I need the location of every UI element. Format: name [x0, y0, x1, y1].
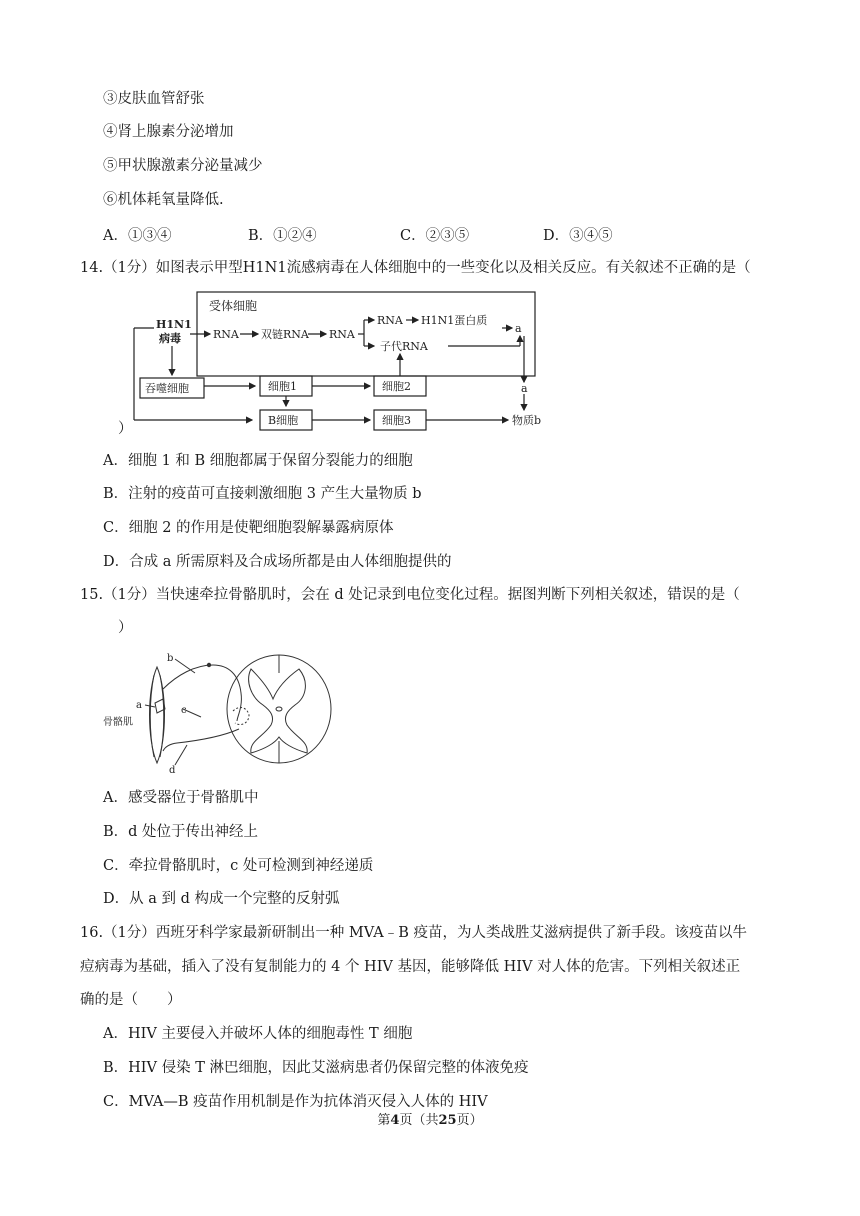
q14-stem-end: ） [118, 421, 133, 437]
footer-total-pages: 25 [438, 1113, 457, 1128]
label-rna-1: RNA [213, 328, 239, 341]
label-c: c [181, 705, 187, 716]
q13-item-6: ⑥机体耗氧量降低. [103, 192, 224, 208]
footer-page-number: 4 [390, 1113, 400, 1128]
label-protein: H1N1蛋白质 [421, 314, 488, 327]
q14-option-c: C．细胞 2 的作用是使靶细胞裂解暴露病原体 [103, 520, 394, 536]
label-progeny-rna: 子代RNA [380, 340, 428, 353]
label-rna-3: RNA [377, 314, 403, 327]
label-cell-2: 细胞2 [382, 380, 411, 393]
footer-suffix: 页） [456, 1113, 483, 1128]
q13-option-b: B．①②④ [248, 228, 317, 244]
q15-option-c: C．牵拉骨骼肌时，c 处可检测到神经递质 [103, 858, 374, 874]
q15-stem-end: ） [118, 620, 133, 636]
q13-option-c: C．②③⑤ [400, 228, 470, 244]
label-a-bottom: a [521, 382, 528, 395]
q15-stem: 15.（1分）当快速牵拉骨骼肌时，会在 d 处记录到电位变化过程。据图判断下列相关叙述，错误的是（ [80, 587, 740, 603]
label-b-cell: B细胞 [268, 414, 299, 427]
q14-option-d: D．合成 a 所需原料及合成场所都是由人体细胞提供的 [103, 554, 452, 570]
label-rna-2: RNA [329, 328, 355, 341]
label-dsrna: 双链RNA [261, 328, 309, 341]
label-d: d [169, 765, 176, 776]
label-virus-line2: 病毒 [159, 332, 181, 345]
q15-option-a: A．感受器位于骨骼肌中 [103, 790, 259, 806]
q15-reflex-diagram [103, 645, 335, 780]
q13-item-4: ④肾上腺素分泌增加 [103, 124, 234, 140]
q16-stem-line-1: 16.（1分）西班牙科学家最新研制出一种 MVA﹣B 疫苗，为人类战胜艾滋病提供了新手段。该疫苗以牛 [80, 925, 747, 941]
label-a: a [136, 700, 142, 711]
label-skeletal-muscle: 骨骼肌 [103, 717, 133, 728]
label-substance-b: 物质b [512, 414, 542, 427]
q16-option-a: A．HIV 主要侵入并破坏人体的细胞毒性 T 细胞 [103, 1026, 413, 1042]
q13-item-5: ⑤甲状腺激素分泌量减少 [103, 158, 263, 174]
label-virus-line1: H1N1 [156, 318, 192, 331]
q13-option-d: D．③④⑤ [543, 228, 613, 244]
footer-mid: 页（共 [399, 1113, 439, 1128]
q14-option-a: A．细胞 1 和 B 细胞都属于保留分裂能力的细胞 [103, 453, 413, 469]
footer-prefix: 第 [377, 1113, 391, 1128]
q14-option-b: B．注射的疫苗可直接刺激细胞 3 产生大量物质 b [103, 486, 422, 502]
q14-immune-diagram [112, 288, 560, 438]
q15-option-d: D．从 a 到 d 构成一个完整的反射弧 [103, 891, 340, 907]
label-phagocyte: 吞噬细胞 [145, 382, 189, 395]
page-footer [0, 1112, 860, 1130]
label-a-top: a [515, 322, 522, 335]
q16-option-b: B．HIV 侵染 T 淋巴细胞，因此艾滋病患者仍保留完整的体液免疫 [103, 1060, 529, 1076]
q13-options [103, 226, 723, 246]
label-b: b [167, 653, 174, 664]
q16-option-c: C．MVA—B 疫苗作用机制是作为抗体消灭侵入人体的 HIV [103, 1094, 488, 1110]
q13-option-a: A．①③④ [103, 228, 172, 244]
label-receptor-cell: 受体细胞 [209, 299, 258, 313]
q16-stem-line-3: 确的是（ ） [80, 992, 182, 1008]
q15-option-b: B．d 处位于传出神经上 [103, 824, 259, 840]
q16-stem-line-2: 痘病毒为基础，插入了没有复制能力的 4 个 HIV 基因，能够降低 HIV 对人体的危害。下列相关叙述正 [80, 959, 741, 975]
q13-item-3: ③皮肤血管舒张 [103, 91, 205, 107]
label-cell-3: 细胞3 [382, 414, 411, 427]
q14-stem: 14.（1分）如图表示甲型H1N1流感病毒在人体细胞中的一些变化以及相关反应。有关叙述不正确的是（ [80, 260, 751, 276]
label-cell-1: 细胞1 [268, 380, 297, 393]
